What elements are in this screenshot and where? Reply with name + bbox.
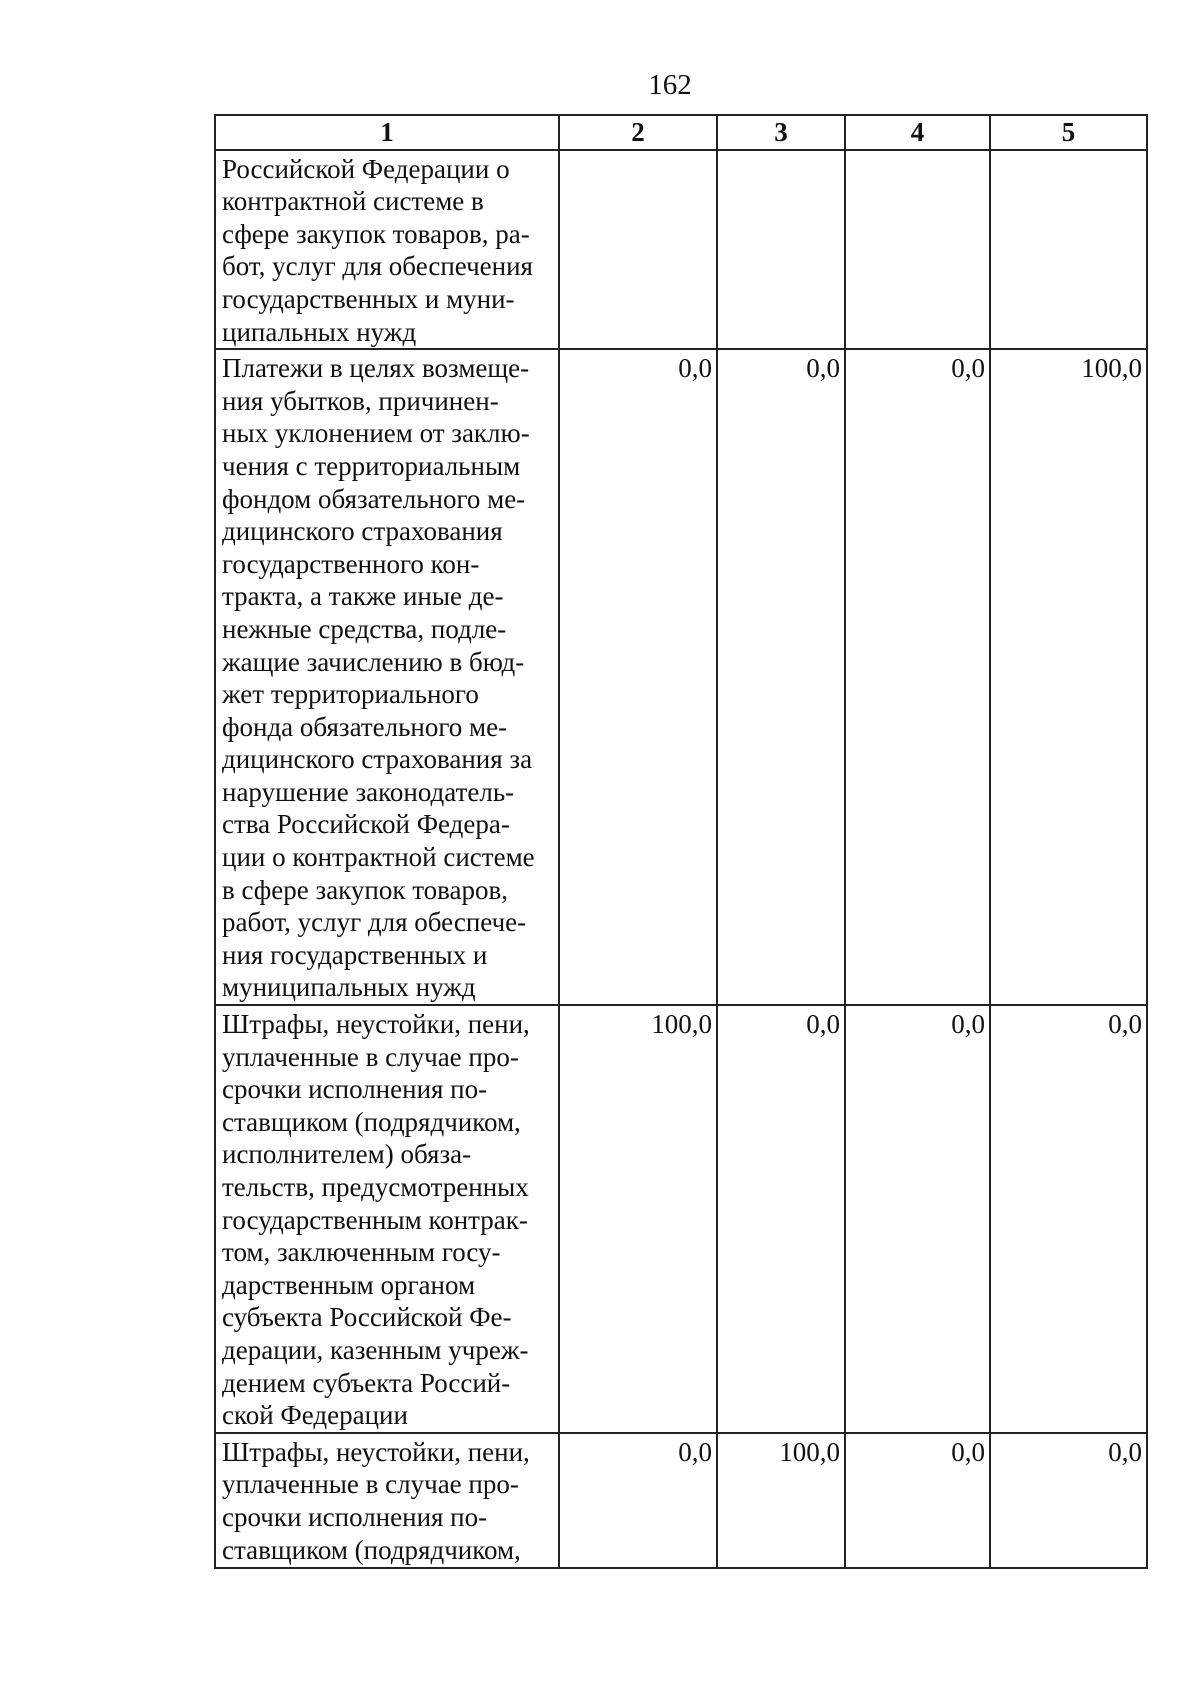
page-number: 162	[648, 69, 692, 101]
row-description: Штрафы, неустойки, пени, уплаченные в случае про- срочки исполнения по- ставщиком (подрядчиком, исполнителем) обяза- тельств, предусмотренных государственным контрак- том, заключенным госу- дарственным органом субъекта Российской Фе- дерации, казенным учреж- дением субъекта Россий- ской Федерации	[215, 1005, 559, 1433]
column-header-2: 2	[559, 115, 717, 150]
row-value-col4: 0,0	[845, 349, 990, 1005]
row-description: Российской Федерации о контрактной системе в сфере закупок товаров, ра- бот, услуг для обеспечения государственных и муни- ципальных нужд	[215, 150, 559, 350]
table-row	[215, 349, 1147, 1005]
column-header-5: 5	[990, 115, 1147, 150]
row-description: Штрафы, неустойки, пени, уплаченные в случае про- срочки исполнения по- ставщиком (подрядчиком,	[215, 1433, 559, 1568]
row-value-col5: 100,0	[990, 349, 1147, 1005]
row-value-col5: 0,0	[990, 1433, 1147, 1568]
row-value-col5	[990, 150, 1147, 350]
row-value-col5: 0,0	[990, 1005, 1147, 1433]
table-row	[215, 1433, 1147, 1568]
revenue-distribution-table	[214, 114, 1148, 1569]
row-value-col2	[559, 150, 717, 350]
row-value-col2: 100,0	[559, 1005, 717, 1433]
column-header-4: 4	[845, 115, 990, 150]
column-header-3: 3	[717, 115, 845, 150]
row-value-col4: 0,0	[845, 1433, 990, 1568]
column-header-1: 1	[215, 115, 559, 150]
row-value-col2: 0,0	[559, 1433, 717, 1568]
table-row	[215, 1005, 1147, 1433]
table-header-row	[215, 115, 1147, 150]
row-value-col2: 0,0	[559, 349, 717, 1005]
table-row	[215, 150, 1147, 350]
row-value-col3: 0,0	[717, 1005, 845, 1433]
row-value-col3	[717, 150, 845, 350]
row-description: Платежи в целях возмеще- ния убытков, причинен- ных уклонением от заклю- чения с территориальным фондом обязательного ме- дицинского страхования государственного кон- тракта, а также иные де- нежные средства, подле- жащие зачислению в бюд- жет территориального фонда обязательного ме- дицинского страхования за нарушение законодатель- ства Российской Федера- ции о контрактной системе в сфере закупок товаров, работ, услуг для обеспече- ния государственных и муниципальных нужд	[215, 349, 559, 1005]
row-value-col4	[845, 150, 990, 350]
row-value-col3: 100,0	[717, 1433, 845, 1568]
row-value-col3: 0,0	[717, 349, 845, 1005]
row-value-col4: 0,0	[845, 1005, 990, 1433]
